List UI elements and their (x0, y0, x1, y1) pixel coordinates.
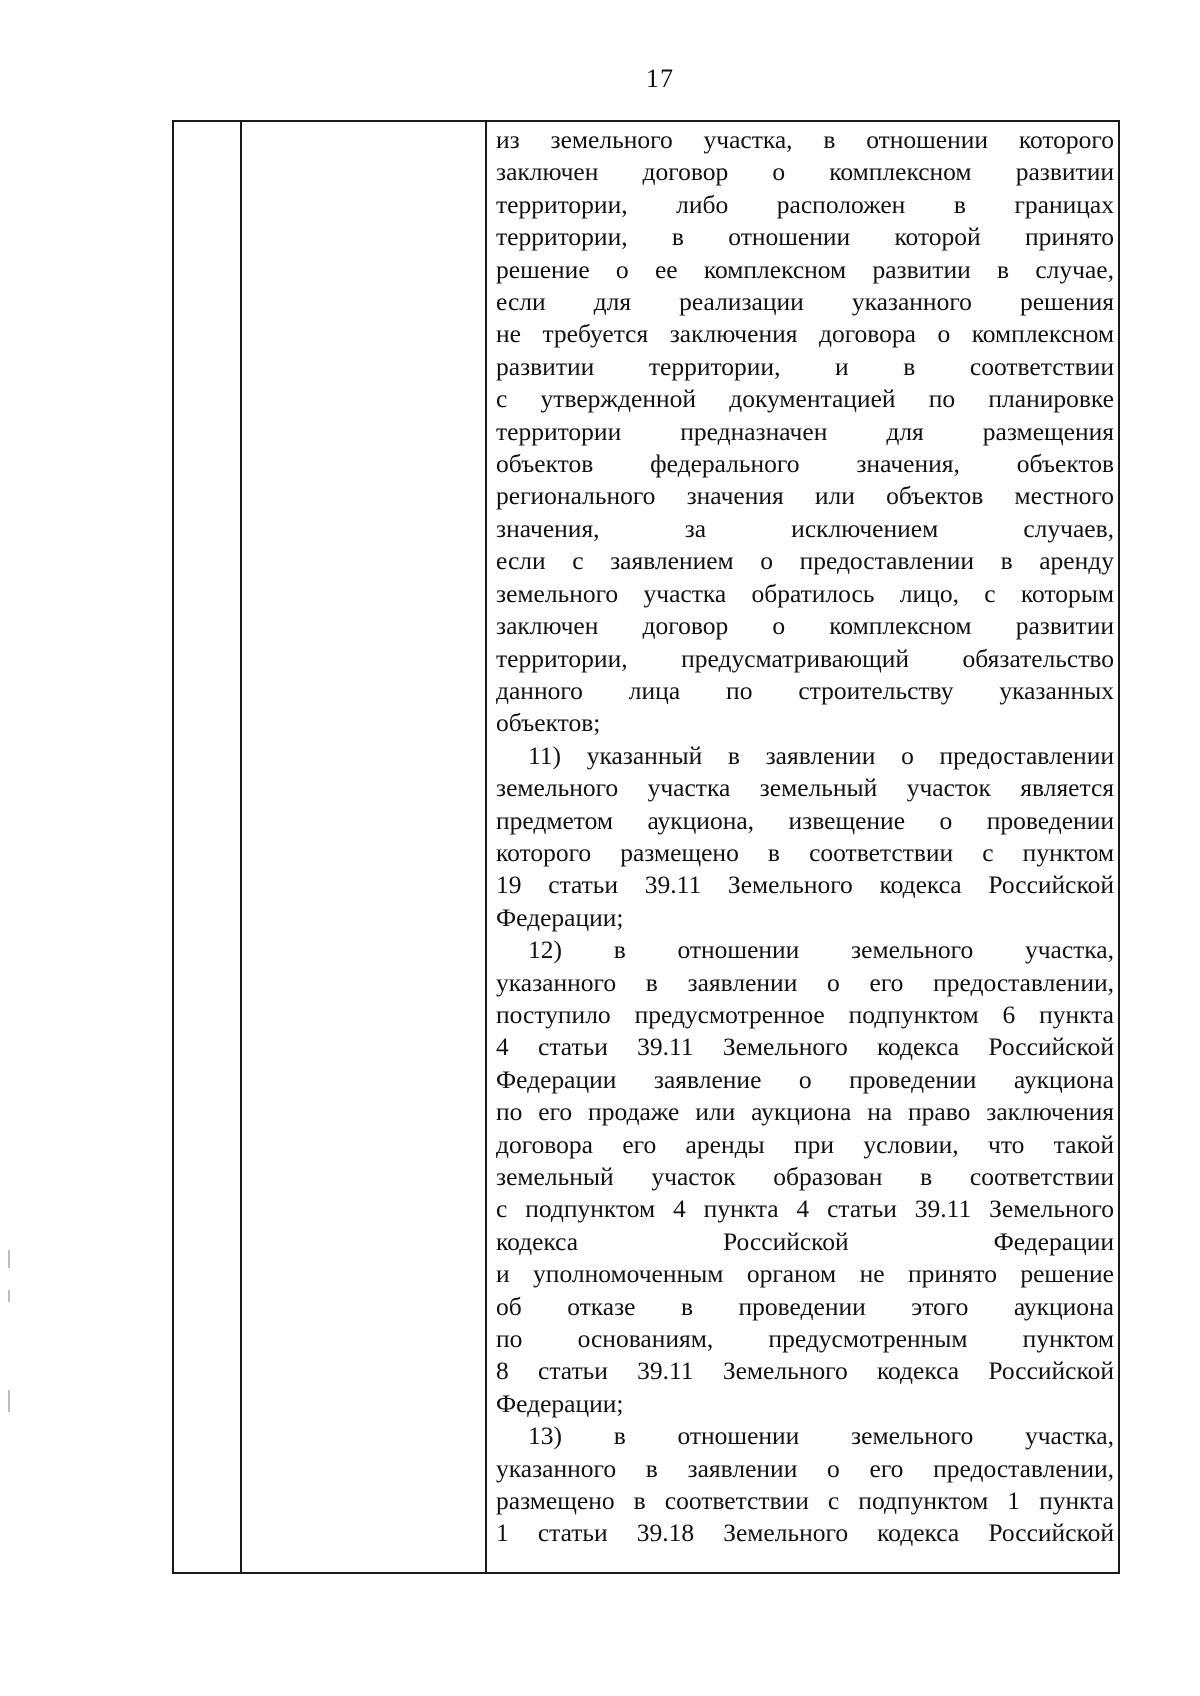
text-line: по его продаже или аукциона на право заключения (496, 1097, 1114, 1127)
text-line: объектов; (496, 708, 601, 738)
text-line: территории, либо расположен в границах (496, 189, 1114, 219)
text-line: значения, за исключением случаев, (496, 513, 1114, 543)
text-line: 19 статьи 39.11 Земельного кодекса Российской (496, 870, 1114, 900)
text-line: данного лица по строительству указанных (496, 675, 1114, 705)
text-line: развитии территории, и в соответствии (496, 351, 1114, 381)
text-line: которого размещено в соответствии с пунктом (496, 837, 1114, 867)
text-line: Федерации заявление о проведении аукциона (496, 1064, 1114, 1094)
text-line: и уполномоченным органом не принято решение (496, 1259, 1114, 1289)
text-line: указанного в заявлении о его предоставлении, (496, 1453, 1114, 1483)
column-divider-1 (240, 122, 242, 1572)
table-cell-text (496, 124, 1114, 1550)
text-line: из земельного участка, в отношении которого (496, 125, 1114, 154)
text-line: территории предназначен для размещения (496, 416, 1114, 446)
text-line: размещено в соответствии с подпунктом 1 пункта (496, 1486, 1114, 1516)
scan-artifact (8, 1250, 10, 1268)
document-table (172, 120, 1120, 1574)
text-line: договора его аренды при условии, что такой (496, 1129, 1114, 1159)
text-line: Федерации; (496, 1388, 624, 1418)
text-line: не требуется заключения договора о комплексном (496, 319, 1114, 349)
text-line: с подпунктом 4 пункта 4 статьи 39.11 Земельного (496, 1194, 1114, 1224)
text-line: заключен договор о комплексном развитии (496, 611, 1114, 641)
text-line: регионального значения или объектов местного (496, 481, 1114, 511)
text-line: 11) указанный в заявлении о предоставлении (528, 740, 1114, 770)
scan-artifact (8, 1290, 10, 1302)
text-line: решение о ее комплексном развитии в случае, (496, 254, 1114, 284)
text-line: земельный участок образован в соответствии (496, 1162, 1114, 1191)
text-line: об отказе в проведении этого аукциона (496, 1291, 1114, 1321)
scan-artifact (8, 1390, 10, 1412)
text-line: предметом аукциона, извещение о проведении (496, 805, 1114, 835)
page-number: 17 (646, 64, 674, 93)
text-line: земельного участка земельный участок является (496, 773, 1114, 803)
column-divider-2 (485, 122, 487, 1572)
text-line: Федерации; (496, 902, 624, 932)
text-line: 8 статьи 39.11 Земельного кодекса Российской (496, 1356, 1114, 1386)
text-line: если для реализации указанного решения (496, 287, 1114, 317)
text-line: кодекса Российской Федерации (496, 1226, 1114, 1256)
text-line: с утвержденной документацией по планировке (496, 384, 1114, 414)
text-line: земельного участка обратилось лицо, с которым (496, 578, 1114, 608)
text-line: территории, предусматривающий обязательство (496, 643, 1114, 673)
text-line: 4 статьи 39.11 Земельного кодекса Российской (496, 1032, 1114, 1062)
text-line: по основаниям, предусмотренным пунктом (496, 1324, 1114, 1354)
text-line: если с заявлением о предоставлении в аренду (496, 546, 1114, 576)
text-line: объектов федерального значения, объектов (496, 449, 1114, 479)
text-line: 13) в отношении земельного участка, (528, 1421, 1114, 1451)
text-line: поступило предусмотренное подпунктом 6 пункта (496, 999, 1114, 1029)
text-line: 1 статьи 39.18 Земельного кодекса Российской (496, 1518, 1114, 1548)
text-line: 12) в отношении земельного участка, (528, 935, 1114, 965)
text-line: указанного в заявлении о его предоставлении, (496, 967, 1114, 997)
text-line: заключен договор о комплексном развитии (496, 157, 1114, 187)
text-line: территории, в отношении которой принято (496, 222, 1114, 252)
